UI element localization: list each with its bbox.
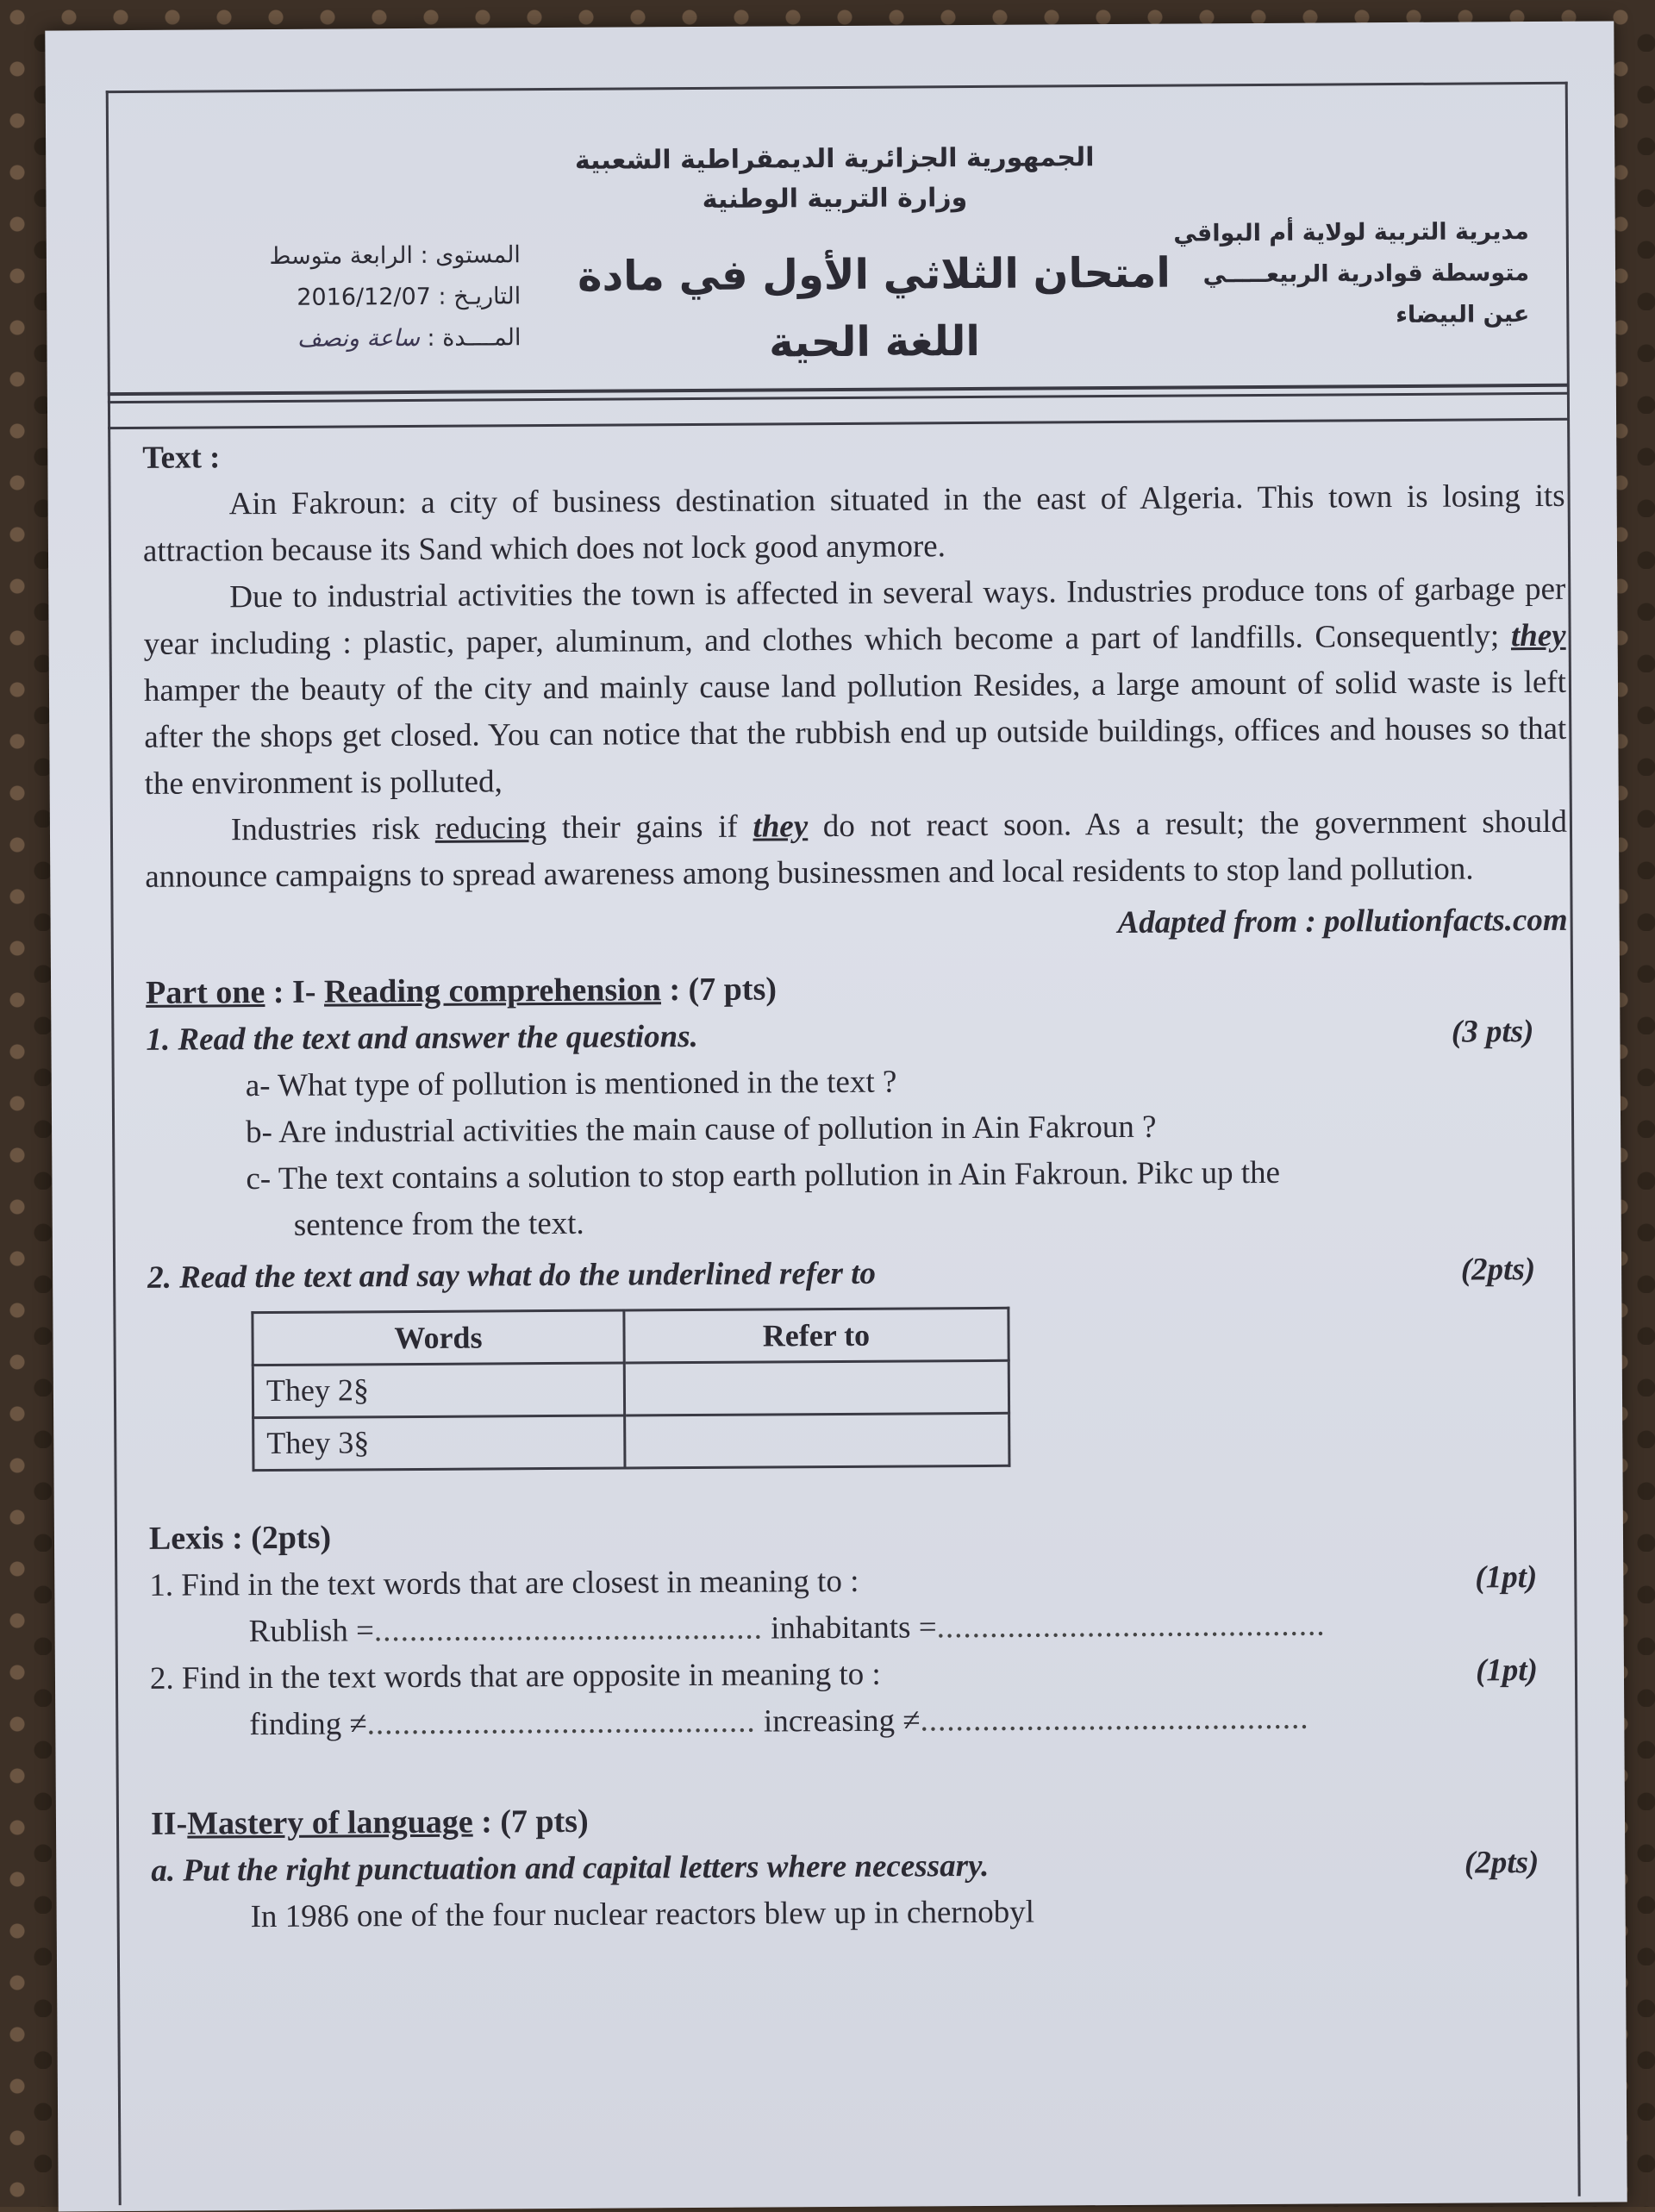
text-source: Adapted from : pollutionfacts.com bbox=[1117, 902, 1568, 941]
mastery-question-a-text: a. Put the right punctuation and capital letters where necessary. bbox=[151, 1847, 990, 1889]
table-header-words: Words bbox=[253, 1310, 624, 1365]
answer-blank[interactable]: ............................................ bbox=[373, 1610, 764, 1649]
lexis-heading bbox=[149, 1507, 1571, 1563]
exam-paper bbox=[45, 21, 1627, 2211]
table-cell-word: They 3§ bbox=[253, 1415, 625, 1471]
table-header-row bbox=[253, 1308, 1009, 1365]
question-1c-line1: c- The text contains a solution to stop earth pollution in Ain Fakroun. Pikc up the bbox=[246, 1154, 1281, 1197]
p3-text: do not react soon. As a result; the government should announce campaigns to spread awareness among businessmen and local residents to stop land pollution. bbox=[145, 803, 1568, 895]
table-cell-word: They 2§ bbox=[253, 1363, 624, 1418]
question-1b: b- Are industrial activities the main cause of pollution in Ain Fakroun ? bbox=[245, 1109, 1157, 1151]
mastery-question-a-points: (2pts) bbox=[1464, 1845, 1539, 1881]
duration-line bbox=[159, 317, 521, 361]
question-1-points: (3 pts) bbox=[1451, 1014, 1534, 1050]
mastery-label: Mastery of language bbox=[187, 1803, 473, 1842]
lexis-label: Lexis : (2pts) bbox=[148, 1519, 332, 1557]
mastery-prefix: II- bbox=[150, 1805, 188, 1842]
lexis-synonyms-line bbox=[149, 1601, 1571, 1656]
reading-comprehension-pts: : (7 pts) bbox=[660, 971, 778, 1009]
header-center bbox=[106, 135, 1564, 223]
underlined-they-1: they bbox=[1510, 617, 1566, 654]
table-header-refer-to: Refer to bbox=[624, 1308, 1009, 1363]
lexis-opposites-line bbox=[150, 1694, 1572, 1749]
mastery-sentence: In 1986 one of the four nuclear reactors blew up in chernobyl bbox=[250, 1894, 1035, 1935]
p2-text: Due to industrial activities the town is affected in several ways. Industries produce tons of garbage per year including : plastic, paper, aluminum, and clothes which become a part of landfills. Consequently; bbox=[143, 571, 1566, 662]
text-label: Text : bbox=[142, 440, 221, 476]
table-cell-answer[interactable] bbox=[624, 1413, 1009, 1468]
duration-handwritten: ساعة ونصف bbox=[297, 324, 420, 353]
republic-line: الجمهورية الجزائرية الديمقراطية الشعبية bbox=[574, 142, 1095, 176]
question-1c-line2: sentence from the text. bbox=[293, 1205, 584, 1243]
lexis-question-2-text: 2. Find in the text words that are opposite in meaning to : bbox=[149, 1656, 881, 1696]
table-cell-answer[interactable] bbox=[624, 1360, 1009, 1415]
opposite-item-2: increasing ≠ bbox=[763, 1703, 921, 1740]
mastery-heading bbox=[151, 1792, 1573, 1848]
lexis-question-1 bbox=[149, 1554, 1571, 1609]
text-paragraph-3 bbox=[145, 799, 1568, 901]
exam-title-line2: اللغة الحية bbox=[768, 316, 981, 367]
town-line: عين البيضاء bbox=[1396, 301, 1530, 329]
exam-title bbox=[564, 240, 1185, 378]
exam-header bbox=[106, 82, 1564, 401]
question-2-points: (2pts) bbox=[1460, 1252, 1536, 1288]
level-line: المستوى : الرابعة متوسط bbox=[269, 241, 521, 270]
header-school-info bbox=[1150, 211, 1530, 338]
answer-blank[interactable]: ............................................ bbox=[366, 1703, 756, 1742]
header-exam-info bbox=[159, 234, 521, 361]
reference-table bbox=[251, 1307, 1010, 1472]
reading-text bbox=[142, 427, 1574, 1941]
p3-text: Industries risk bbox=[230, 810, 435, 848]
question-1 bbox=[146, 1009, 1568, 1064]
part-one-label: Part one bbox=[145, 974, 265, 1011]
underlined-they-2: they bbox=[753, 809, 809, 845]
table-row bbox=[253, 1413, 1009, 1470]
question-1-text: 1. Read the text and answer the questions. bbox=[146, 1018, 698, 1058]
school-line: متوسطة قوادرية الربيعـــــي bbox=[1202, 259, 1530, 289]
table-row bbox=[253, 1360, 1009, 1417]
p2-text: hamper the beauty of the city and mainly cause land pollution Resides, a large amount of solid waste is left after the shops get closed. You can notice that the rubbish end up outside buildings, offices and houses so that the environment is polluted, bbox=[143, 664, 1567, 802]
question-2-text: 2. Read the text and say what do the underlined refer to bbox=[147, 1255, 877, 1296]
mastery-pts: : (7 pts) bbox=[472, 1803, 589, 1840]
p3-text: their gains if bbox=[546, 809, 753, 847]
lexis-question-1-points: (1pt) bbox=[1475, 1559, 1538, 1596]
opposite-item-1: finding ≠ bbox=[249, 1706, 367, 1743]
answer-blank[interactable]: ............................................ bbox=[920, 1700, 1309, 1739]
exam-title-line1: امتحان الثلاثي الأول في مادة bbox=[578, 248, 1171, 301]
part-one-heading bbox=[146, 961, 1568, 1017]
answer-blank[interactable]: ............................................ bbox=[936, 1607, 1326, 1646]
lexis-question-2 bbox=[150, 1647, 1572, 1703]
part-one-sep: : I- bbox=[265, 973, 325, 1011]
synonym-item-2: inhabitants = bbox=[771, 1609, 937, 1647]
reading-comprehension-label: Reading comprehension bbox=[323, 972, 662, 1010]
question-2 bbox=[147, 1247, 1570, 1302]
mastery-question-a bbox=[151, 1840, 1573, 1895]
date-line: التاريـخ : 2016/12/07 bbox=[297, 283, 521, 311]
lexis-question-2-points: (1pt) bbox=[1475, 1653, 1539, 1689]
lexis-question-1-text: 1. Find in the text words that are closest in meaning to : bbox=[149, 1563, 859, 1603]
question-1a: a- What type of pollution is mentioned in the text ? bbox=[245, 1064, 897, 1104]
directorate-line: مديرية التربية لولاية أم البواقي bbox=[1173, 218, 1529, 247]
synonym-item-1: Rublish = bbox=[248, 1613, 375, 1650]
text-paragraph-2 bbox=[143, 566, 1567, 808]
duration-label: المــــدة : bbox=[427, 324, 521, 352]
ministry-line: وزارة التربية الوطنية bbox=[702, 183, 968, 215]
text-paragraph-1: Ain Fakroun: a city of business destination situated in the east of Algeria. This town is losing its attraction because its Sand which does not lock good anymore. bbox=[142, 478, 1565, 569]
underlined-reducing: reducing bbox=[434, 810, 547, 847]
